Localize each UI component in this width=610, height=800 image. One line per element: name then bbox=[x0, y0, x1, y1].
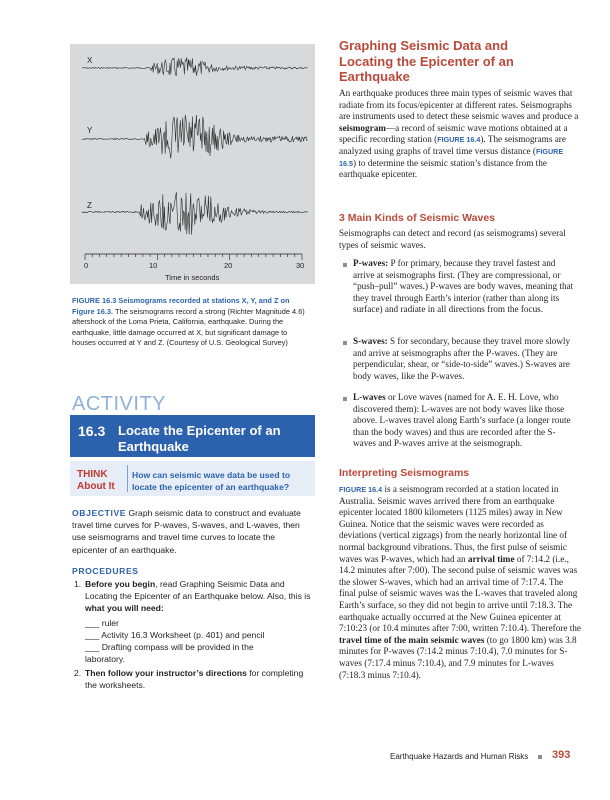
s-waves-term: S-waves: bbox=[353, 336, 388, 346]
section2-intro: Seismographs can detect and record (as seismograms) several types of seismic waves. bbox=[339, 228, 566, 250]
section-heading-interpreting: Interpreting Seismograms bbox=[339, 467, 470, 479]
s-waves-item: S-waves: S for secondary, because they travel more slowly and arrive at seismographs after the P-waves. (They are perpendicular, shear, or “side-to-side” waves.) S-waves are body waves, like the P-waves. bbox=[353, 336, 571, 381]
running-head: Earthquake Hazards and Human Risks bbox=[390, 752, 529, 761]
figure-16-5-ref: FIGURE 16.5 bbox=[339, 146, 564, 168]
step-1-text: , read Graphing Seismic Data and Locating the Epicenter of an Earthquake below. Also, this is bbox=[85, 579, 311, 601]
bullet-marker bbox=[343, 263, 347, 267]
page-number: 393 bbox=[552, 749, 571, 761]
figure-16-4-ref: FIGURE 16.4 bbox=[339, 485, 383, 494]
l-waves-item: L-waves or Love waves (named for A. E. H. Love, who discovered them): L-waves are not body waves like those above. L-waves travel along Earth’s surface (a longer route than the body waves) and thus are recorded after the S-waves and P-waves arrive at the seismograph. bbox=[353, 392, 571, 449]
trace-x bbox=[82, 57, 308, 75]
activity-word: ACTIVITY bbox=[72, 393, 167, 415]
caption-figure-number: FIGURE 16.3 bbox=[72, 296, 117, 305]
step-1-bold-2: what you will need: bbox=[85, 603, 164, 613]
objective-text: Graph seismic data to construct and evaluate travel time curves for P-waves, S-waves, and L-waves, then use seismograms and travel time curves to locate the epicenter of an earthquake. bbox=[72, 508, 301, 555]
l-waves-term: L-waves bbox=[353, 392, 386, 402]
activity-title: Locate the Epicenter of an Earthquake bbox=[118, 423, 281, 454]
time-axis bbox=[85, 254, 302, 260]
tick-10: 10 bbox=[149, 261, 158, 270]
section3-paragraph: FIGURE 16.4 is a seismogram recorded at a station located in Australia. Seismic waves arrived there from an earthquake epicenter located 1800 kilometers (1125 miles) away in New Guinea. Notice that the seismic waves were recorded as deviations (vertical zigzags) from the nearly horizontal line of normal background vibrations. Thus, the first pulse of seismic waves was P-waves, which had an arrival time of 7:14.2 (i.e., 14.2 minutes after 7:00). The second pulse of seismic waves was the slower S-waves, which had an arrival time of 7:17.4. The final pulse of seismic waves was the L-waves that traveled along Earth’s surface, so they did not begin to arrive until 7:18.3. The earthquake actually occurred at the New Guinea epicenter at 7:10:23 (or 10.4 minutes after 7:00, written 7:10.4). Therefore the travel time of the main seismic waves (to go 1800 km) was 3.8 minutes for P-waves (7:14.2 minus 7:10.4), 7.0 minutes for S-waves (7:17.4 minus 7:10.4), and 7.9 minutes for L-waves (7:18.3 minus 7:10.4). bbox=[339, 484, 581, 680]
figure-caption bbox=[72, 296, 312, 349]
bullet-marker bbox=[343, 397, 347, 401]
station-z-label: Z bbox=[87, 201, 92, 210]
section-heading-graphing: Graphing Seismic Data and Locating the Epicenter of an Earthquake bbox=[339, 38, 514, 84]
caption-title: Seismograms recorded at stations X, Y, and Z on Figure 16.3. bbox=[72, 296, 290, 316]
think-divider bbox=[127, 465, 128, 492]
think-question: How can seismic wave data be used to locate the epicenter of an earthquake? bbox=[132, 470, 291, 492]
step-2-bold: Then follow your instructor’s directions bbox=[85, 668, 247, 678]
objective-paragraph bbox=[72, 507, 312, 556]
about-it-label: About It bbox=[77, 481, 115, 492]
activity-number: 16.3 bbox=[78, 423, 106, 439]
p-waves-term: P-waves: bbox=[353, 258, 389, 268]
needs-item: ___ Activity 16.3 Worksheet (p. 401) and pencil bbox=[85, 630, 265, 640]
tick-30: 30 bbox=[296, 261, 305, 270]
needs-item: ___ ruler bbox=[85, 618, 119, 628]
step-2 bbox=[85, 667, 313, 691]
footer-separator bbox=[538, 755, 542, 759]
step-2-text: for completing the worksheets. bbox=[85, 668, 304, 690]
think-label: THINK bbox=[77, 469, 108, 480]
seismogram-figure bbox=[70, 44, 315, 284]
p-waves-item: P-waves: P for primary, because they travel fastest and arrive at seismographs first. (They are compressional, or “push–pull” waves.) P-waves are body waves, meaning that they travel through Earth’s interior (rather than along its surface) and radiate in all directions from the focus. bbox=[353, 258, 574, 315]
bullet-marker bbox=[343, 341, 347, 345]
trace-y bbox=[82, 115, 308, 159]
section1-paragraph: An earthquake produces three main types of seismic waves that radiate from its focus/epicenter at different rates. Seismographs are instruments used to detect these seismic waves and produce a seismogram—a record of seismic wave motions obtained at a specific recording station (FIGURE 16.4). The seismograms are analyzed using graphs of travel time versus distance (FIGURE 16.5) to determine the seismic station’s distance from the earthquake epicenter. bbox=[339, 88, 579, 180]
step-1 bbox=[85, 578, 313, 614]
needs-item: ___ Drafting compass will be provided in the laboratory. bbox=[85, 642, 254, 664]
step-2-number: 2. bbox=[74, 668, 82, 678]
seismogram-plot bbox=[70, 44, 315, 284]
seismogram-traces bbox=[82, 57, 308, 234]
step-1-bold: Before you begin bbox=[85, 579, 156, 589]
procedures-heading: PROCEDURES bbox=[72, 566, 139, 576]
figure-16-4-ref: FIGURE 16.4 bbox=[437, 135, 481, 145]
step-1-number: 1. bbox=[74, 579, 82, 589]
section-heading-wave-kinds: 3 Main Kinds of Seismic Waves bbox=[339, 212, 495, 224]
tick-20: 20 bbox=[224, 261, 233, 270]
tick-0: 0 bbox=[84, 261, 89, 270]
trace-z bbox=[82, 192, 308, 234]
axis-label: Time in seconds bbox=[165, 273, 220, 282]
objective-label: OBJECTIVE bbox=[72, 508, 127, 518]
caption-body: The seismograms record a strong (Richter Magnitude 4.6) aftershock of the Loma Prieta, California, earthquake. During the earthquake, little damage occurred at X, but significant damage to houses occurred at Y and Z. (Courtesy of U.S. Geological Survey) bbox=[72, 306, 305, 348]
station-y-label: Y bbox=[87, 126, 93, 135]
station-x-label: X bbox=[87, 56, 93, 65]
